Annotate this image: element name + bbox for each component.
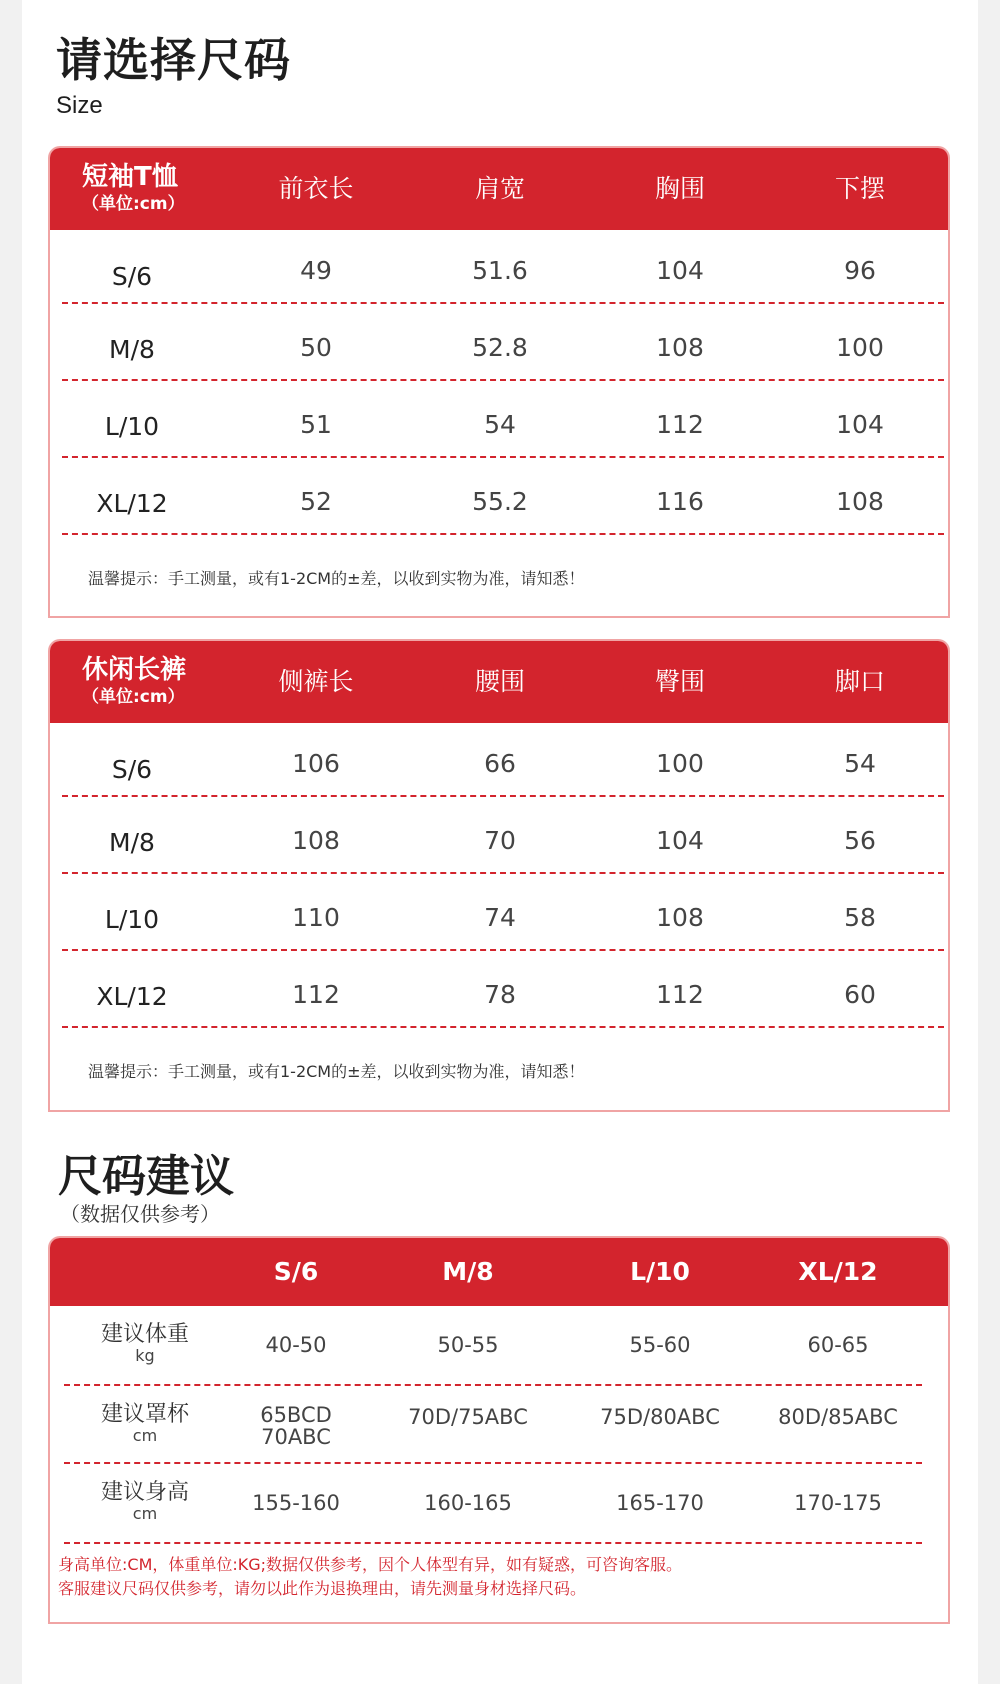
value-line: 40-50: [265, 1333, 327, 1357]
recommend-value: [738, 1334, 938, 1356]
column-header: 胸围: [654, 174, 705, 203]
value-line: 155-160: [252, 1491, 340, 1515]
recommend-value: [368, 1406, 568, 1428]
product-name: 短袖T恤: [82, 162, 178, 192]
column-header: 下摆: [834, 174, 885, 203]
row-divider: [62, 379, 944, 381]
row-divider: [62, 949, 944, 951]
measurement-value: 54: [484, 410, 516, 439]
recommend-row-label: [90, 1402, 200, 1444]
column-header: L/10: [630, 1257, 690, 1286]
recommend-value: [738, 1492, 938, 1514]
measurement-note: 温馨提示：手工测量，或有1-2CM的±差，以收到实物为准，请知悉！: [88, 1062, 585, 1081]
recommend-note: 客服建议尺码仅供参考，请勿以此作为退换理由，请先测量身材选择尺码。: [58, 1579, 587, 1598]
table-header: [50, 1238, 948, 1306]
column-header: 臀围: [654, 667, 705, 696]
value-line: 60-65: [807, 1333, 869, 1357]
column-header: 肩宽: [474, 174, 525, 203]
value-line: 80D/85ABC: [778, 1405, 898, 1429]
measurement-value: 54: [844, 749, 876, 778]
pants-size-table: [48, 639, 950, 1112]
row-divider: [62, 456, 944, 458]
measurement-value: 55.2: [472, 487, 528, 516]
page-title: 请选择尺码: [56, 33, 291, 87]
recommend-value: [196, 1404, 396, 1448]
product-name: 休闲长裤: [82, 655, 187, 685]
measurement-value: 108: [656, 333, 704, 362]
measurement-value: 106: [292, 749, 340, 778]
measurement-value: 49: [300, 256, 332, 285]
size-label: L/10: [104, 905, 160, 934]
row-divider: [64, 1542, 922, 1544]
size-label: L/10: [104, 412, 160, 441]
recommend-value: [738, 1406, 938, 1428]
size-label: S/6: [111, 755, 153, 784]
value-line: 70D/75ABC: [408, 1405, 528, 1429]
recommend-value: [560, 1492, 760, 1514]
measurement-value: 66: [484, 749, 516, 778]
measurement-value: 70: [484, 826, 516, 855]
measurement-value: 96: [844, 256, 876, 285]
value-line: 160-165: [424, 1491, 512, 1515]
measurement-value: 58: [844, 903, 876, 932]
column-header: 腰围: [474, 667, 525, 696]
recommend-value: [560, 1406, 760, 1428]
measurement-value: 60: [844, 980, 876, 1009]
recommend-value: [560, 1334, 760, 1356]
column-header: 侧裤长: [278, 667, 354, 696]
tshirt-size-table: [48, 146, 950, 618]
recommend-row-label: [90, 1322, 200, 1364]
size-label: XL/12: [96, 489, 168, 518]
measurement-value: 112: [292, 980, 340, 1009]
row-divider: [64, 1462, 922, 1464]
column-header: XL/12: [798, 1257, 878, 1286]
recommend-value: [196, 1334, 396, 1356]
measurement-value: 52.8: [472, 333, 528, 362]
size-recommendation-table: [48, 1236, 950, 1624]
column-header: 前衣长: [278, 174, 354, 203]
measurement-value: 50: [300, 333, 332, 362]
value-line: 50-55: [437, 1333, 499, 1357]
size-label: M/8: [109, 828, 155, 857]
measurement-value: 52: [300, 487, 332, 516]
measurement-value: 104: [836, 410, 884, 439]
row-divider: [64, 1384, 922, 1386]
measurement-value: 116: [656, 487, 704, 516]
column-header: S/6: [273, 1257, 319, 1286]
measurement-value: 51.6: [472, 256, 528, 285]
value-line: 75D/80ABC: [600, 1405, 720, 1429]
row-label-text: 建议体重: [100, 1322, 189, 1347]
row-divider: [62, 795, 944, 797]
value-line: 170-175: [794, 1491, 882, 1515]
column-header: M/8: [442, 1257, 494, 1286]
measurement-note: 温馨提示：手工测量，或有1-2CM的±差，以收到实物为准，请知悉！: [88, 569, 585, 588]
value-line: 65BCD: [260, 1403, 332, 1427]
row-divider: [62, 1026, 944, 1028]
row-divider: [62, 533, 944, 535]
measurement-value: 78: [484, 980, 516, 1009]
measurement-value: 74: [484, 903, 516, 932]
row-unit-text: cm: [132, 1426, 158, 1445]
recommend-title: 尺码建议: [58, 1151, 234, 1202]
measurement-value: 104: [656, 826, 704, 855]
recommend-row-label: [90, 1480, 200, 1522]
value-line: 165-170: [616, 1491, 704, 1515]
value-line: 55-60: [629, 1333, 691, 1357]
recommend-value: [196, 1492, 396, 1514]
measurement-value: 108: [656, 903, 704, 932]
measurement-value: 51: [300, 410, 332, 439]
size-label: XL/12: [96, 982, 168, 1011]
column-header: 脚口: [834, 667, 885, 696]
measurement-value: 108: [292, 826, 340, 855]
recommend-subtitle: （数据仅供参考）: [60, 1202, 220, 1226]
unit-label: （单位:cm）: [82, 194, 185, 214]
size-label: M/8: [109, 335, 155, 364]
recommend-value: [368, 1492, 568, 1514]
size-label: S/6: [111, 262, 153, 291]
page-subtitle: Size: [56, 92, 103, 119]
measurement-value: 112: [656, 980, 704, 1009]
row-divider: [62, 872, 944, 874]
table-header: [50, 148, 948, 230]
row-divider: [62, 302, 944, 304]
unit-label: （单位:cm）: [82, 687, 185, 707]
measurement-value: 110: [292, 903, 340, 932]
measurement-value: 56: [844, 826, 876, 855]
measurement-value: 104: [656, 256, 704, 285]
row-label-text: 建议罩杯: [100, 1402, 189, 1427]
row-label-text: 建议身高: [100, 1480, 189, 1505]
recommend-value: [368, 1334, 568, 1356]
row-unit-text: cm: [132, 1504, 158, 1523]
row-unit-text: kg: [135, 1346, 155, 1365]
measurement-value: 100: [836, 333, 884, 362]
measurement-value: 100: [656, 749, 704, 778]
measurement-value: 112: [656, 410, 704, 439]
measurement-value: 108: [836, 487, 884, 516]
value-line: 70ABC: [261, 1425, 331, 1449]
recommend-note: 身高单位:CM，体重单位:KG;数据仅供参考，因个人体型有异，如有疑惑，可咨询客服。: [58, 1555, 683, 1574]
table-header: [50, 641, 948, 723]
